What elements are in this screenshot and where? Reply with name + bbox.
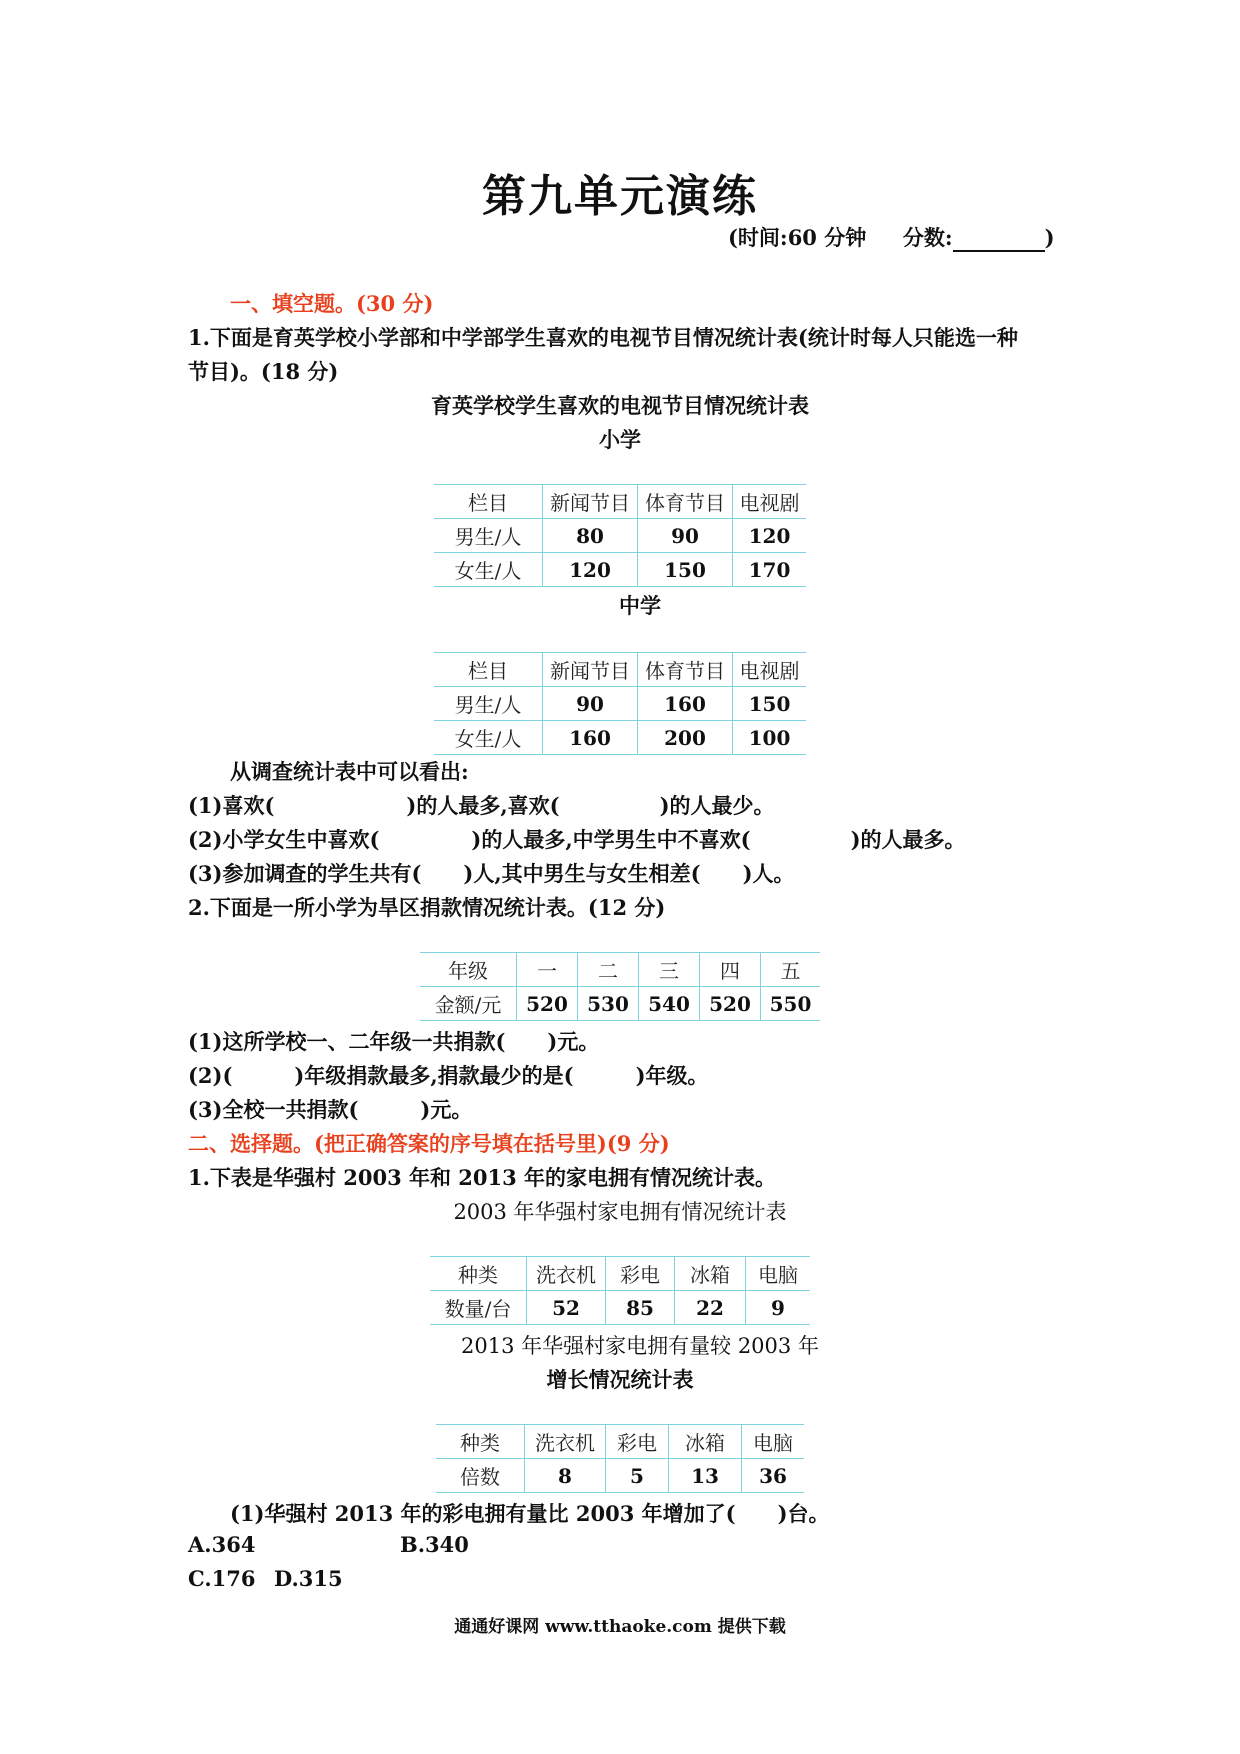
- table-cell: 90: [638, 519, 733, 553]
- table-cell: 数量/台: [430, 1291, 527, 1325]
- q2-sub2: [188, 1060, 709, 1090]
- table-cell: 体育节目: [638, 653, 733, 687]
- s2-q1-line: 1.下表是华强村 2003 年和 2013 年的家电拥有情况统计表。: [188, 1165, 777, 1190]
- table-cell: 倍数: [436, 1459, 525, 1493]
- table-cell: 150: [733, 687, 807, 721]
- q1-sub1-text-c: )的人最少。: [659, 793, 775, 818]
- time-score-line: [728, 222, 1055, 252]
- q1-sub2-text-c: )的人最多。: [850, 827, 966, 852]
- q1-line2: 节目)。(18 分): [188, 359, 339, 384]
- q2-sub3-text-b: )元。: [420, 1097, 473, 1122]
- table-cell: 洗衣机: [525, 1425, 606, 1459]
- section1-heading: 一、填空题。(30 分): [230, 291, 434, 316]
- page-title: 第九单元演练: [482, 171, 758, 222]
- time-label: (时间:60 分钟: [728, 225, 867, 250]
- table-row: [434, 519, 806, 553]
- table-cell: 金额/元: [420, 987, 517, 1021]
- middle-table: [434, 652, 806, 755]
- table-cell: 530: [578, 987, 639, 1021]
- table-cell: 13: [669, 1459, 742, 1493]
- table-cell: 男生/人: [434, 519, 543, 553]
- table-row: [434, 687, 806, 721]
- s2-sub1: [230, 1498, 830, 1528]
- q1-table-title: 育英学校学生喜欢的电视节目情况统计表: [431, 393, 809, 418]
- table-row: [430, 1291, 810, 1325]
- table-cell: 550: [761, 987, 821, 1021]
- table-cell: 200: [638, 721, 733, 755]
- table-cell: 22: [675, 1291, 746, 1325]
- table-cell: 体育节目: [638, 485, 733, 519]
- table-cell: 52: [527, 1291, 606, 1325]
- table-cell: 160: [543, 721, 638, 755]
- q1-intro: 从调查统计表中可以看出:: [230, 759, 469, 784]
- score-blank[interactable]: [953, 230, 1045, 252]
- q2-sub3-text-a: (3)全校一共捐款(: [188, 1097, 359, 1122]
- table-cell: 电视剧: [733, 485, 807, 519]
- table-cell: 8: [525, 1459, 606, 1493]
- middle-label: 中学: [619, 593, 661, 618]
- table-cell: 栏目: [434, 485, 543, 519]
- score-label: 分数:: [902, 225, 953, 250]
- q2-sub1: [188, 1026, 599, 1056]
- table-cell: 120: [733, 519, 807, 553]
- q1-sub2-text-b: )的人最多,中学男生中不喜欢(: [471, 827, 751, 852]
- option-d[interactable]: D.315: [274, 1566, 343, 1591]
- q1-sub3-text-c: )人。: [742, 861, 795, 886]
- q2-sub3: [188, 1094, 472, 1124]
- table-cell: 新闻节目: [543, 653, 638, 687]
- s2-sub1-text-a: (1)华强村 2013 年的彩电拥有量比 2003 年增加了(: [230, 1501, 736, 1526]
- appliance-growth-table: [436, 1424, 804, 1493]
- q2-line: 2.下面是一所小学为旱区捐款情况统计表。(12 分): [188, 895, 666, 920]
- table-row: [430, 1257, 810, 1291]
- table-row: [420, 987, 820, 1021]
- table-cell: 四: [700, 953, 761, 987]
- table2-title-line2: 增长情况统计表: [546, 1367, 694, 1392]
- q2-sub2-text-b: )年级捐款最多,捐款最少的是(: [294, 1063, 574, 1088]
- q1-line1: 1.下面是育英学校小学部和中学部学生喜欢的电视节目情况统计表(统计时每人只能选一种: [188, 325, 1018, 350]
- table-cell: 120: [543, 553, 638, 587]
- table-cell: 520: [517, 987, 578, 1021]
- table-row: [436, 1459, 804, 1493]
- table-cell: 新闻节目: [543, 485, 638, 519]
- q1-sub2-text-a: (2)小学女生中喜欢(: [188, 827, 380, 852]
- primary-label: 小学: [599, 427, 641, 452]
- donation-table: [420, 952, 820, 1021]
- option-b[interactable]: B.340: [400, 1532, 469, 1557]
- table-cell: 520: [700, 987, 761, 1021]
- table-cell: 36: [742, 1459, 805, 1493]
- table-cell: 150: [638, 553, 733, 587]
- table-cell: 160: [638, 687, 733, 721]
- table-cell: 洗衣机: [527, 1257, 606, 1291]
- table-cell: 五: [761, 953, 821, 987]
- table1-title: 2003 年华强村家电拥有情况统计表: [453, 1200, 787, 1224]
- appliance-2003-table: [430, 1256, 810, 1325]
- footer-source: 通通好课网 www.tthaoke.com 提供下载: [454, 1617, 786, 1637]
- table-cell: 85: [606, 1291, 675, 1325]
- table-cell: 栏目: [434, 653, 543, 687]
- q1-sub3-text-b: )人,其中男生与女生相差(: [463, 861, 701, 886]
- table-cell: 男生/人: [434, 687, 543, 721]
- table-cell: 90: [543, 687, 638, 721]
- table-cell: 5: [606, 1459, 669, 1493]
- section2-heading: 二、选择题。(把正确答案的序号填在括号里)(9 分): [188, 1131, 670, 1156]
- table-cell: 种类: [436, 1425, 525, 1459]
- table-cell: 二: [578, 953, 639, 987]
- table-row: [420, 953, 820, 987]
- q1-sub1-text-a: (1)喜欢(: [188, 793, 275, 818]
- table-cell: 女生/人: [434, 553, 543, 587]
- primary-table: [434, 484, 806, 587]
- q2-sub2-text-a: (2)(: [188, 1063, 233, 1088]
- table-cell: 100: [733, 721, 807, 755]
- table-cell: 9: [746, 1291, 811, 1325]
- q2-sub1-text-a: (1)这所学校一、二年级一共捐款(: [188, 1029, 506, 1054]
- table-cell: 一: [517, 953, 578, 987]
- q2-sub2-text-c: )年级。: [635, 1063, 709, 1088]
- option-c[interactable]: C.176: [188, 1566, 256, 1591]
- meta-close: ): [1044, 225, 1055, 250]
- table-cell: 三: [639, 953, 700, 987]
- table-cell: 女生/人: [434, 721, 543, 755]
- table-row: [434, 485, 806, 519]
- table-row: [434, 553, 806, 587]
- table-cell: 80: [543, 519, 638, 553]
- table-cell: 电脑: [742, 1425, 805, 1459]
- table-cell: 彩电: [606, 1257, 675, 1291]
- table-cell: 年级: [420, 953, 517, 987]
- table-row: [436, 1425, 804, 1459]
- q1-sub1-text-b: )的人最多,喜欢(: [406, 793, 560, 818]
- table-cell: 冰箱: [669, 1425, 742, 1459]
- table-cell: 种类: [430, 1257, 527, 1291]
- table-cell: 电视剧: [733, 653, 807, 687]
- q2-sub1-text-b: )元。: [547, 1029, 600, 1054]
- table-cell: 540: [639, 987, 700, 1021]
- option-a[interactable]: A.364: [188, 1532, 256, 1557]
- q1-sub2: [188, 824, 966, 854]
- q1-sub3-text-a: (3)参加调查的学生共有(: [188, 861, 422, 886]
- q1-sub1: [188, 790, 775, 820]
- table-row: [434, 653, 806, 687]
- table-row: [434, 721, 806, 755]
- table-cell: 170: [733, 553, 807, 587]
- s2-sub1-text-b: )台。: [777, 1501, 830, 1526]
- table-cell: 冰箱: [675, 1257, 746, 1291]
- table-cell: 彩电: [606, 1425, 669, 1459]
- table2-title-line1: 2013 年华强村家电拥有量较 2003 年: [461, 1334, 819, 1358]
- table-cell: 电脑: [746, 1257, 811, 1291]
- q1-sub3: [188, 858, 795, 888]
